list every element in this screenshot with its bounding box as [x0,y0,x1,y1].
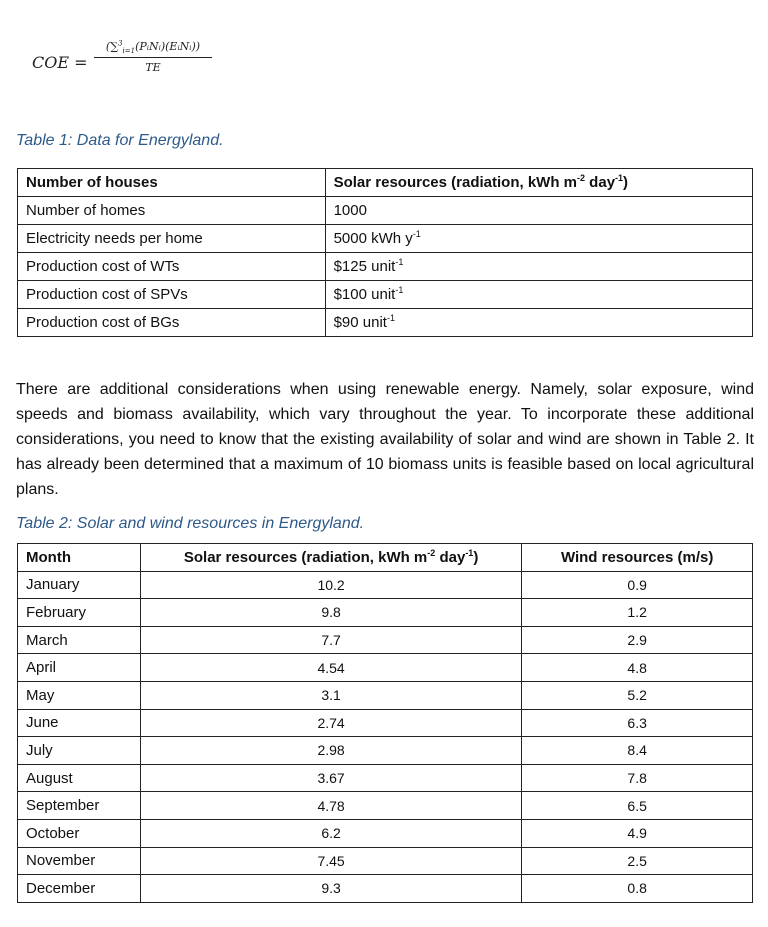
solar-cell: 2.74 [140,709,521,737]
solar-cell: 4.78 [140,792,521,820]
header-solar-resources [140,544,521,572]
solar-cell: 7.7 [140,626,521,654]
table-row [18,875,753,903]
month-cell: August [18,764,141,792]
solar-cell: 3.1 [140,681,521,709]
wind-cell: 2.9 [522,626,753,654]
table-row [18,626,753,654]
wind-cell: 4.9 [522,819,753,847]
header-number-of-houses: Number of houses [18,169,326,197]
table-row [18,309,753,337]
row-value [325,253,752,281]
value-text: 5000 kWh y [333,230,413,247]
solar-cell: 7.45 [140,847,521,875]
table-row [18,197,753,225]
table-row [18,819,753,847]
unit-exponent: -1 [412,229,421,239]
table-row [18,764,753,792]
month-cell: April [18,654,141,682]
header-text: Solar resources (radiation, kWh m [333,174,577,191]
unit-exponent: -1 [395,285,404,295]
table-header-row [18,169,753,197]
table-body [18,571,753,902]
month-cell: July [18,737,141,765]
row-label: Production cost of SPVs [18,281,326,309]
month-cell: February [18,599,141,627]
table-row [18,792,753,820]
wind-cell: 6.5 [522,792,753,820]
wind-cell: 4.8 [522,654,753,682]
table-row [18,225,753,253]
wind-cell: 2.5 [522,847,753,875]
header-solar-resources [325,169,752,197]
row-label: Number of homes [18,197,326,225]
row-label: Production cost of WTs [18,253,326,281]
month-cell: June [18,709,141,737]
month-cell: March [18,626,141,654]
energyland-data-table [17,168,753,337]
table-row [18,281,753,309]
header-text: day [435,548,466,566]
header-exp: -1 [465,547,474,558]
header-exp: -2 [427,547,436,558]
solar-cell: 2.98 [140,737,521,765]
solar-cell: 10.2 [140,571,521,599]
formula-lhs: COE = [32,53,88,72]
header-text: day [585,174,616,191]
solar-cell: 9.3 [140,875,521,903]
month-cell: December [18,875,141,903]
solar-cell: 6.2 [140,819,521,847]
formula-sum-sign: (∑ [105,40,119,53]
row-value [325,197,752,225]
solar-cell: 9.8 [140,599,521,627]
header-exp: -1 [615,173,624,183]
header-text: ) [623,174,629,191]
month-cell: October [18,819,141,847]
month-cell: September [18,792,141,820]
wind-cell: 5.2 [522,681,753,709]
table1-caption: Table 1: Data for Energyland. [16,132,224,149]
value-text: 1000 [333,202,367,219]
solar-wind-resources-table [17,543,753,903]
formula-numerator-terms: (PᵢNᵢ)(EᵢNᵢ)) [135,40,201,53]
table-row [18,599,753,627]
wind-cell: 8.4 [522,737,753,765]
header-wind-resources: Wind resources (m/s) [522,544,753,572]
table-row [18,709,753,737]
formula-sum-lower: i=1 [122,47,136,56]
formula-denominator: TE [145,61,161,75]
wind-cell: 0.8 [522,875,753,903]
row-value [325,309,752,337]
row-value [325,225,752,253]
solar-cell: 4.54 [140,654,521,682]
solar-cell: 3.67 [140,764,521,792]
table-row [18,681,753,709]
header-month: Month [18,544,141,572]
month-cell: May [18,681,141,709]
formula-numerator [94,40,212,57]
wind-cell: 6.3 [522,709,753,737]
value-text: $100 unit [333,286,396,303]
value-text: $125 unit [333,258,396,275]
wind-cell: 7.8 [522,764,753,792]
table-header-row [18,544,753,572]
table2-caption: Table 2: Solar and wind resources in Energyland. [16,515,365,532]
table-row [18,253,753,281]
month-cell: November [18,847,141,875]
unit-exponent: -1 [386,313,395,323]
table-row [18,847,753,875]
header-exp: -2 [577,173,586,183]
unit-exponent: -1 [395,257,404,267]
table-row [18,654,753,682]
row-label: Production cost of BGs [18,309,326,337]
header-text: ) [473,548,479,566]
value-text: $90 unit [333,314,387,331]
wind-cell: 1.2 [522,599,753,627]
wind-cell: 0.9 [522,571,753,599]
table-row [18,737,753,765]
formula-fraction [94,40,212,74]
considerations-paragraph: There are additional considerations when using renewable energy. Namely, solar exposure, wind speeds and biomass availability, which vary throughout the year. To incorporate these additional considerations, you need to know that the existing availability of solar and wind are shown in Table 2. It has already been determined that a maximum of 10 biomass units is feasible based on local agricultural plans. [16,381,754,498]
header-text: Solar resources (radiation, kWh m [183,548,428,566]
month-cell: January [18,571,141,599]
row-value [325,281,752,309]
row-label: Electricity needs per home [18,225,326,253]
table-row [18,571,753,599]
formula-sum-upper: 3 [118,39,123,48]
